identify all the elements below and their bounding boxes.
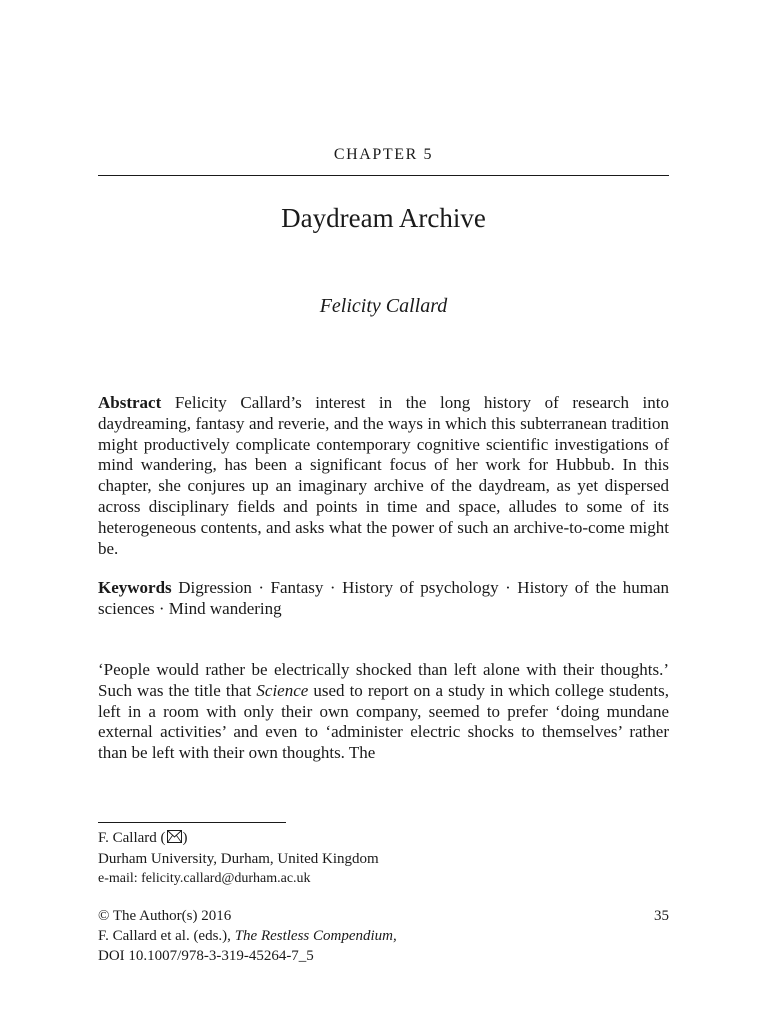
abstract (98, 393, 669, 559)
body-paragraph (98, 660, 669, 764)
footnote-rule (98, 822, 286, 823)
copyright-line: © The Author(s) 2016 (98, 908, 232, 924)
body-text-part1: ‘People would rather be electrically shocked than left alone with their thoughts.’ Such was the title that (98, 660, 669, 700)
author-affiliation (98, 829, 379, 889)
chapter-title: Daydream Archive (281, 203, 486, 233)
footnote-email[interactable]: e-mail: felicity.callard@durham.ac.uk (98, 871, 311, 887)
keywords-text: Digression · Fantasy · History of psychology · History of the human sciences · Mind wandering (98, 578, 670, 618)
keywords (98, 578, 669, 620)
page-number: 35 (654, 908, 669, 924)
keywords-heading: Keywords (98, 578, 172, 597)
citation-line (98, 927, 397, 947)
author-name: Felicity Callard (319, 295, 448, 317)
chapter-label: CHAPTER 5 (333, 146, 434, 163)
abstract-heading: Abstract (98, 393, 162, 412)
footnote-affiliation: Durham University, Durham, United Kingdom (98, 850, 379, 867)
citation-editors: F. Callard et al. (eds.), (98, 927, 235, 944)
footnote-author-suffix: ) (182, 830, 188, 846)
citation-book-title: The Restless Compendium, (234, 927, 397, 944)
chapter-rule (98, 175, 669, 176)
doi-line: DOI 10.1007/978-3-319-45264-7_5 (98, 947, 314, 964)
footnote-author-line (98, 829, 379, 850)
body-text-part2: used to report on a study in which college students, left in a room with only their own company, seemed to prefer ‘doing mundane external activities’ and even to ‘administer electric shocks to themselves’ rather than be left with their own thoughts. The (98, 680, 670, 763)
envelope-icon[interactable] (167, 830, 182, 850)
abstract-text: Felicity Callard’s interest in the long history of research into daydreaming, fantasy and reverie, and the ways in which this subterranean tradition might productively complicate contemporary cognitive scientific investigations of mind wandering, has been a significant focus of her work for Hubbub. In this chapter, she conjures up an imaginary archive of the daydream, as yet dispersed across disciplinary fields and points in time and space, alludes to some of its heterogeneous contents, and asks what the power of such an archive-to-come might be. (98, 393, 669, 558)
copyright-block (98, 907, 397, 966)
footnote-author-name: F. Callard ( (98, 830, 166, 846)
journal-name: Science (256, 680, 309, 700)
